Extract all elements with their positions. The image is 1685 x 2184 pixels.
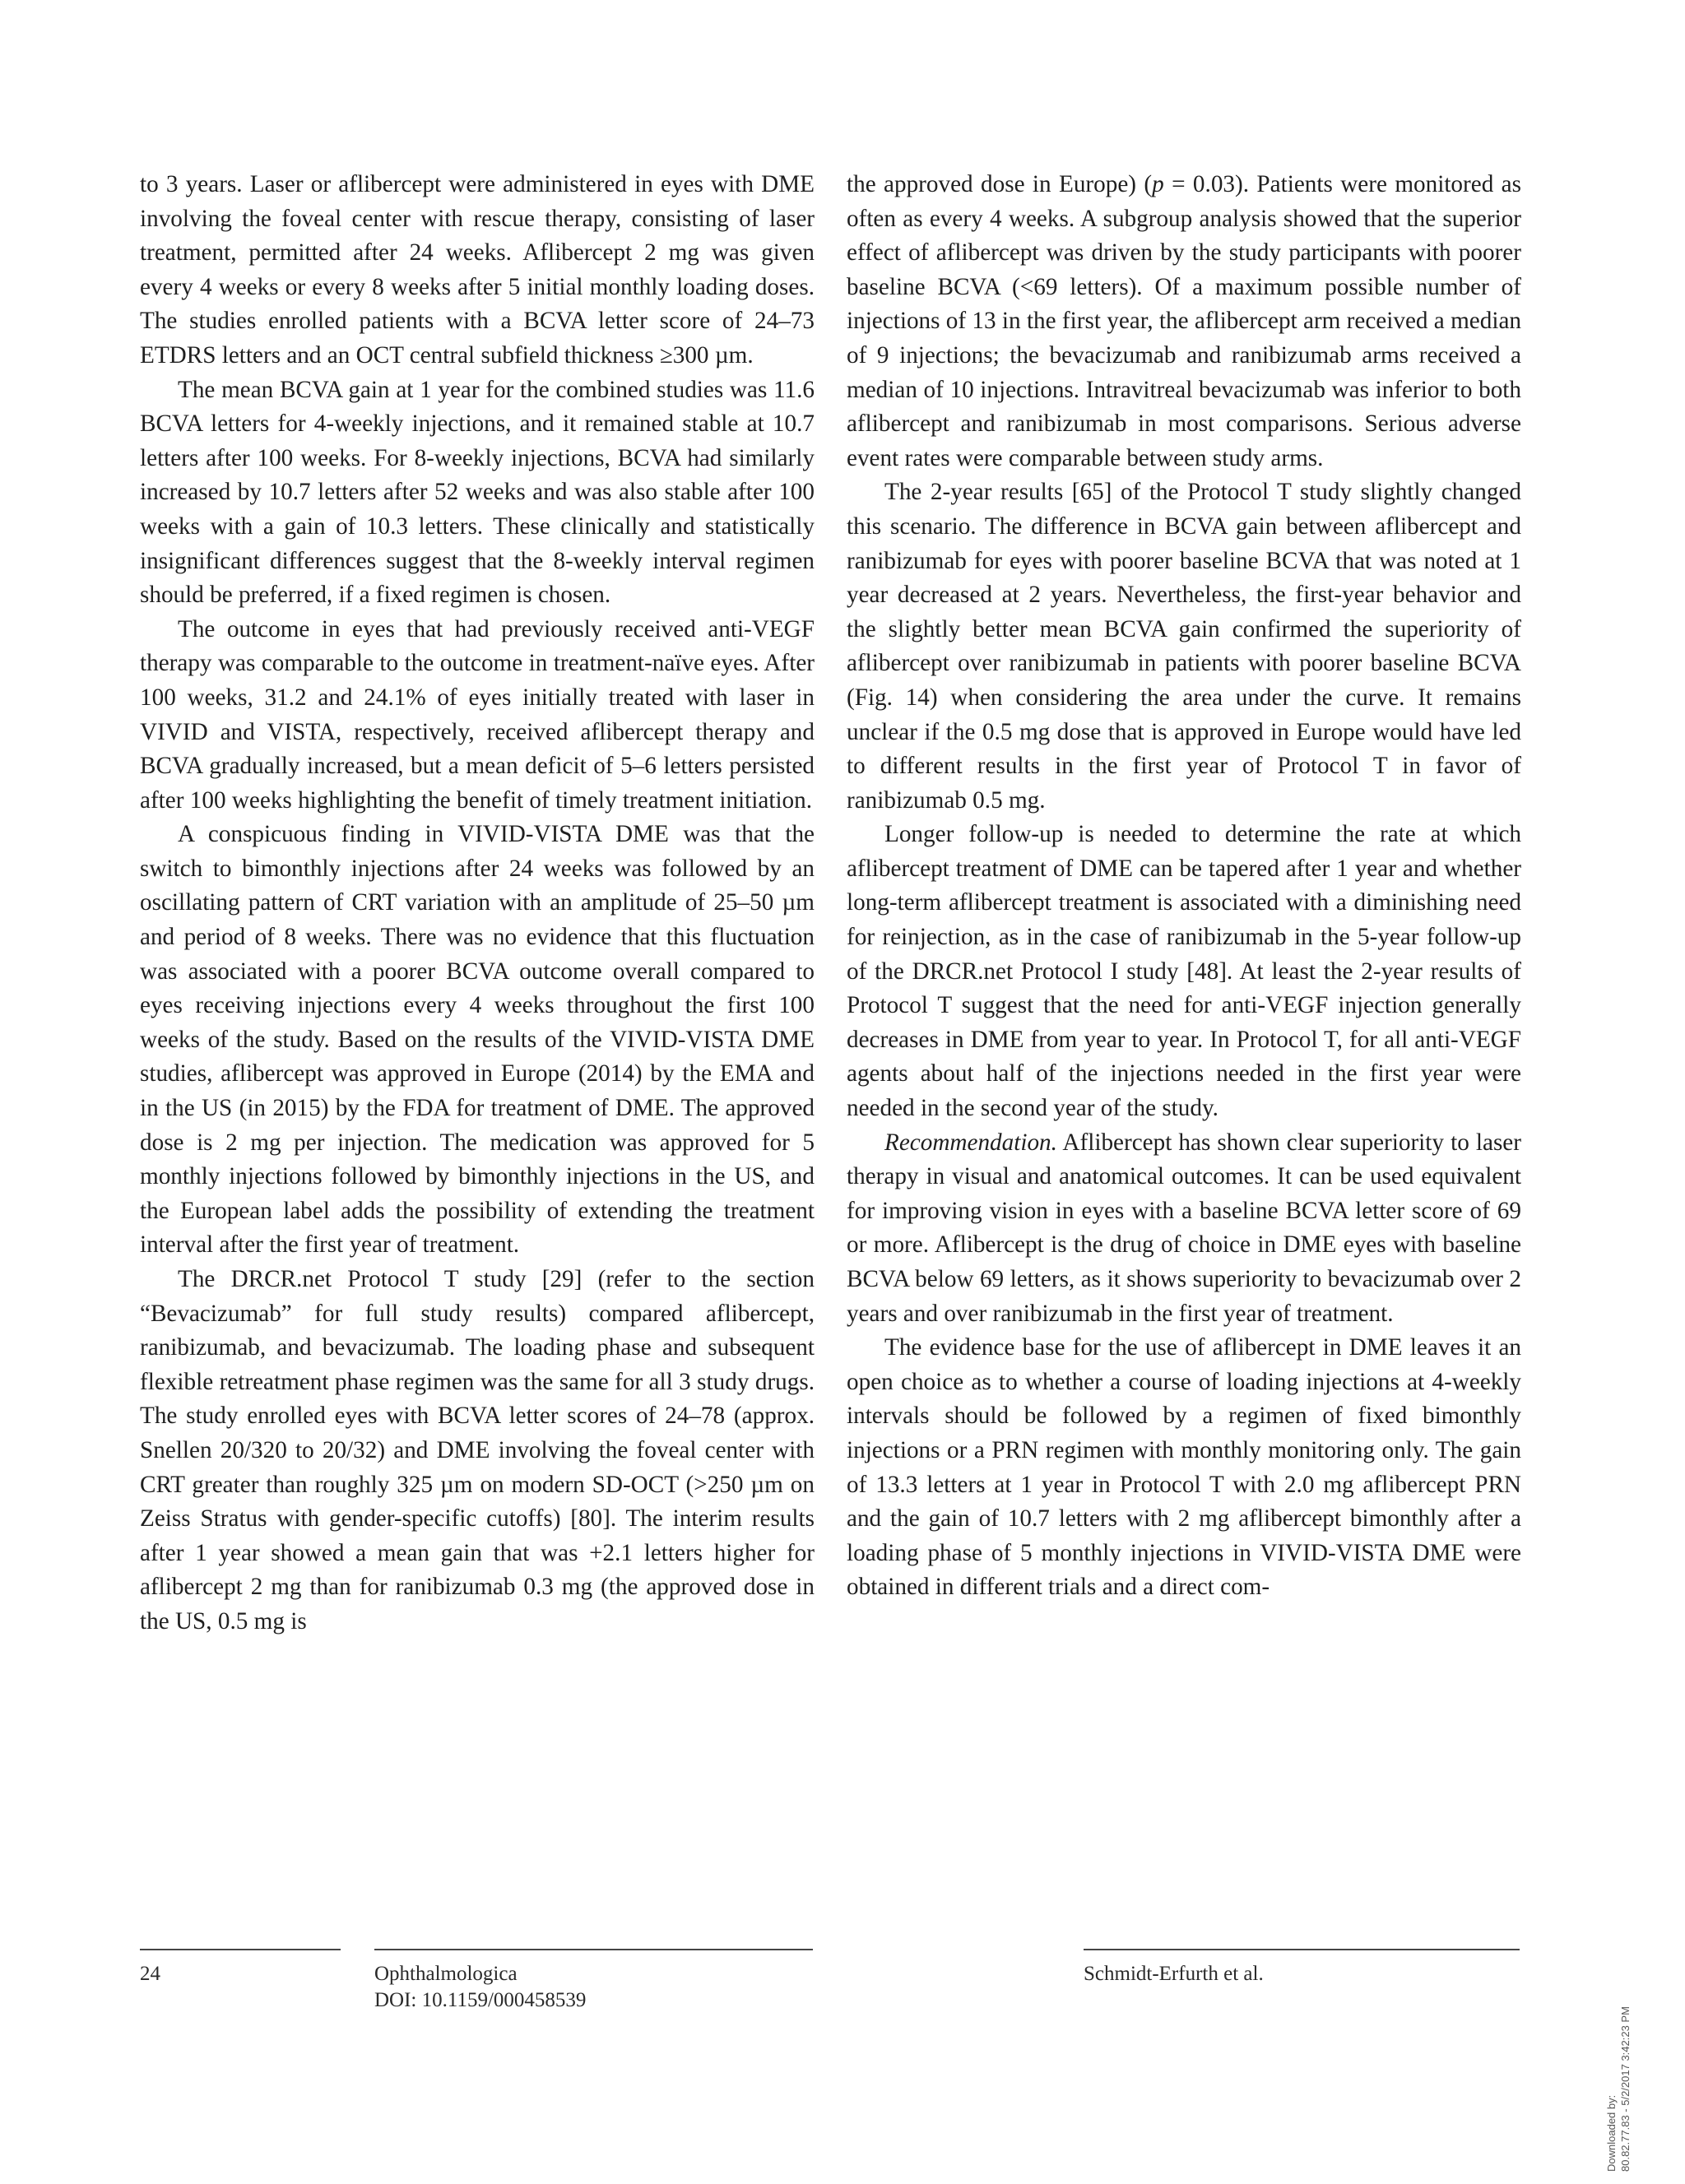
- text-run: = 0.03). Patients were monitored as often as every 4 weeks. A subgroup analysis showed that the superior effect of aflibercept was driven by the study participants with poorer baseline BCVA (<69 letters). Of a maximum possible number of injections of 13 in the first year, the aflibercept arm received a median of 9 injections; the bevacizumab and ranibizumab arms received a median of 10 injections. Intravitreal bevacizumab was inferior to both aflibercept and ranibizumab in most comparisons. Serious adverse event rates were comparable between study arms.: [847, 171, 1521, 471]
- footer-rule: [374, 1949, 813, 1950]
- recommendation-paragraph: [847, 1126, 1521, 1332]
- journal-name: Ophthalmologica: [374, 1963, 518, 1985]
- paragraph: The evidence base for the use of aflibercept in DME leaves it an open choice as to whether a course of loading injections at 4-weekly intervals should be followed by a regimen of fixed bimonthly injections or a PRN regimen with monthly monitoring only. The gain of 13.3 letters at 1 year in Protocol T with 2.0 mg aflibercept PRN and the gain of 10.7 letters with 2 mg aflibercept bimonthly after a loading phase of 5 monthly injections in VIVID-VISTA DME were obtained in different trials and a direct com-: [847, 1334, 1521, 1601]
- doi-text: DOI: 10.1159/000458539: [374, 1989, 587, 2011]
- right-column: [847, 168, 1521, 1605]
- paragraph: [847, 168, 1521, 475]
- paragraph: Longer follow-up is needed to determine the rate at which aflibercept treatment of DME can be tapered after 1 year and whether long-term aflibercept treatment is associated with a diminishing need for reinjection, as in the case of ranibizumab in the 5-year follow-up of the DRCR.net Protocol I study [48]. At least the 2-year results of Protocol T suggest that the need for anti-VEGF injection generally decreases in DME from year to year. In Protocol T, for all anti-VEGF agents about half of the injections needed in the first year were needed in the second year of the study.: [847, 821, 1521, 1122]
- download-watermark: [1604, 1925, 1654, 2172]
- text-run: the approved dose in Europe) (: [847, 171, 1153, 197]
- recommendation-label: Recommendation.: [884, 1129, 1057, 1156]
- left-column: [140, 168, 815, 1639]
- paragraph: The outcome in eyes that had previously received anti-VEGF therapy was comparable to the outcome in treatment-naïve eyes. After 100 weeks, 31.2 and 24.1% of eyes initially treated with laser in VIVID and VISTA, respectively, received aflibercept therapy and BCVA gradually increased, but a mean deficit of 5–6 letters persisted after 100 weeks highlighting the benefit of timely treatment initiation.: [140, 615, 815, 814]
- watermark-line: Downloaded by:: [1605, 2094, 1618, 2172]
- paragraph: The DRCR.net Protocol T study [29] (refer to the section “Bevacizumab” for full study results) compared aflibercept, ranibizumab, and bevacizumab. The loading phase and subsequent flexible retreatment phase regimen was the same for all 3 study drugs. The study enrolled eyes with BCVA letter scores of 24–78 (approx. Snellen 20/320 to 20/32) and DME involving the foveal center with CRT greater than roughly 325 µm on modern SD-OCT (>250 µm on Zeiss Stratus with gender-specific cutoffs) [80]. The interim results after 1 year showed a mean gain that was +2.1 letters higher for aflibercept 2 mg than for ranibizumab 0.3 mg (the approved dose in the US, 0.5 mg is: [140, 1266, 815, 1635]
- page-number: 24: [140, 1963, 160, 1985]
- paragraph: to 3 years. Laser or aflibercept were administered in eyes with DME involving the foveal center with rescue therapy, consisting of laser treatment, permitted after 24 weeks. Aflibercept 2 mg was given every 4 weeks or every 8 weeks after 5 initial monthly loading doses. The studies enrolled patients with a BCVA letter score of 24–73 ETDRS letters and an OCT central subfield thickness ≥300 µm.: [140, 171, 815, 369]
- author-line: Schmidt-Erfurth et al.: [1084, 1963, 1264, 1985]
- paragraph: A conspicuous finding in VIVID-VISTA DME was that the switch to bimonthly injections after 24 weeks was followed by an oscillating pattern of CRT variation with an amplitude of 25–50 µm and period of 8 weeks. There was no evidence that this fluctuation was associated with a poorer BCVA outcome overall compared to eyes receiving injections every 4 weeks throughout the first 100 weeks of the study. Based on the results of the VIVID-VISTA DME studies, aflibercept was approved in Europe (2014) by the EMA and in the US (in 2015) by the FDA for treatment of DME. The approved dose is 2 mg per injection. The medication was approved for 5 monthly injections followed by bimonthly injections in the US, and the European label adds the possibility of extending the treatment interval after the first year of treatment.: [140, 821, 815, 1259]
- paragraph: The 2-year results [65] of the Protocol T study slightly changed this scenario. The difference in BCVA gain between aflibercept and ranibizumab for eyes with poorer baseline BCVA that was noted at 1 year decreased at 2 years. Nevertheless, the first-year behavior and the slightly better mean BCVA gain confirmed the superiority of aflibercept over ranibizumab in patients with poorer baseline BCVA (Fig. 14) when considering the area under the curve. It remains unclear if the 0.5 mg dose that is approved in Europe would have led to different results in the first year of Protocol T in favor of ranibizumab 0.5 mg.: [847, 479, 1521, 814]
- footer-rule: [1084, 1949, 1520, 1950]
- p-value-symbol: p: [1152, 171, 1164, 197]
- watermark-line: 80.82.77.83 - 5/2/2017 3:42:23 PM: [1619, 2006, 1632, 2172]
- paragraph: The mean BCVA gain at 1 year for the combined studies was 11.6 BCVA letters for 4-weekly injections, and it remained stable at 10.7 letters after 100 weeks. For 8-weekly injections, BCVA had similarly increased by 10.7 letters after 52 weeks and was also stable after 100 weeks with a gain of 10.3 letters. These clinically and statistically insignificant differences suggest that the 8-weekly interval regimen should be preferred, if a fixed regimen is chosen.: [140, 376, 815, 609]
- text-run: Aflibercept has shown clear superiority to laser therapy in visual and anatomical outcomes. It can be used equivalent for improving vision in eyes with a baseline BCVA letter score of 69 or more. Aflibercept is the drug of choice in DME eyes with baseline BCVA below 69 letters, as it shows superiority to bevacizumab over 2 years and over ranibizumab in the first year of treatment.: [847, 1129, 1521, 1327]
- footer-rule: [140, 1949, 341, 1950]
